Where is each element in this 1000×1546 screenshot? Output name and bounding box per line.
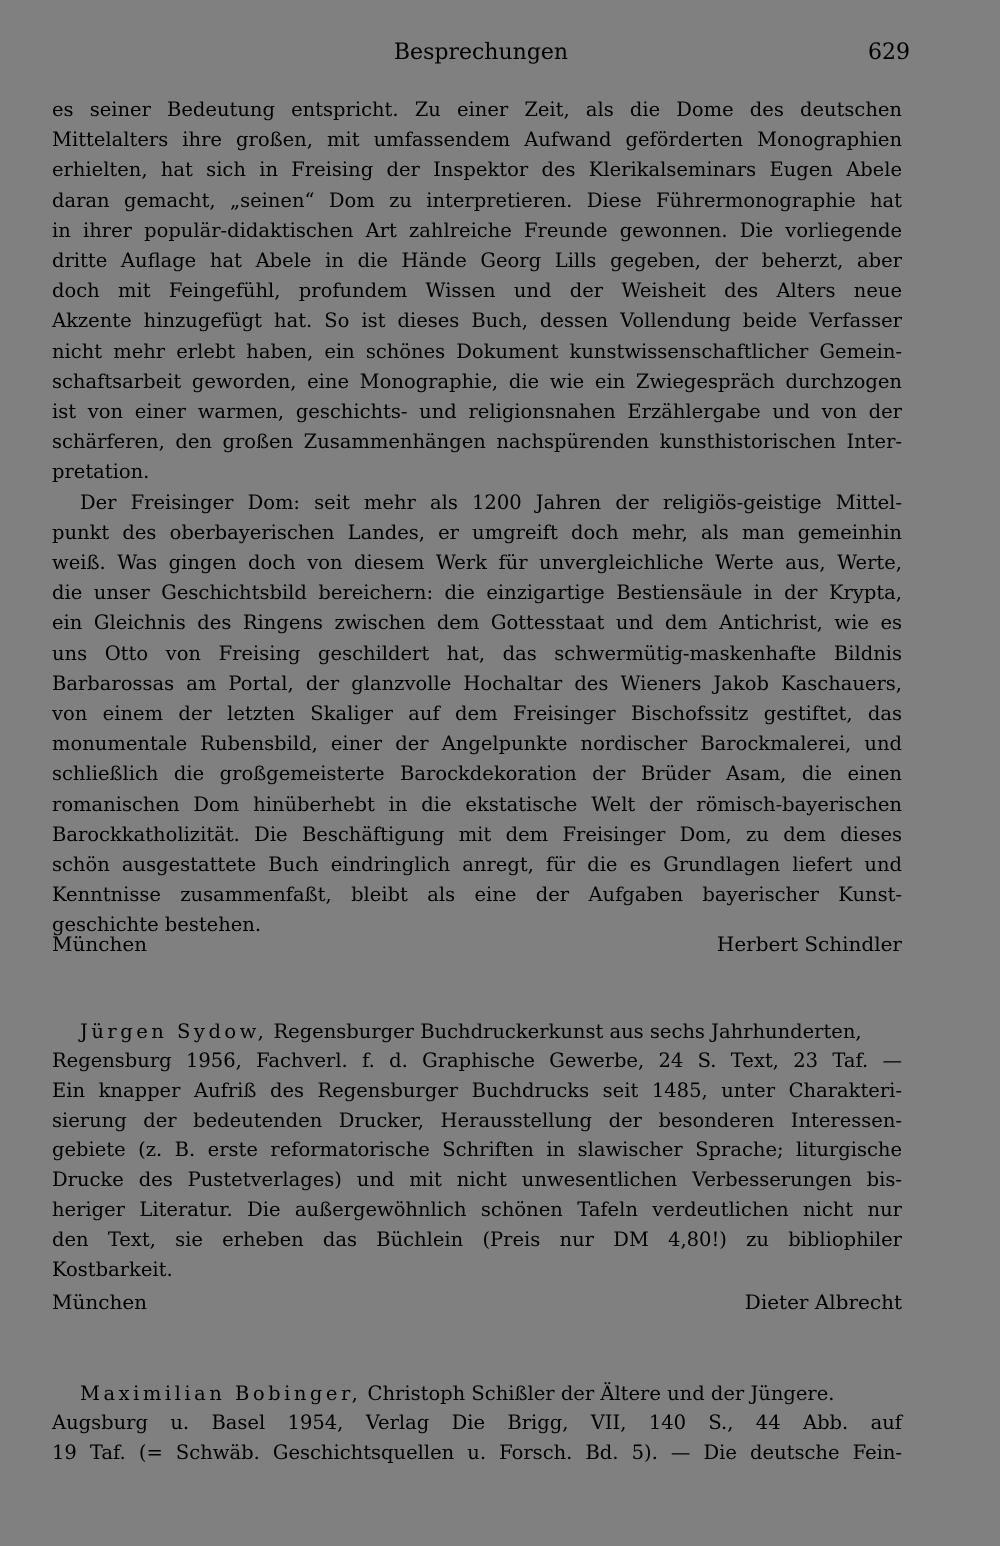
text-line: von einem der letzten Skaliger auf dem Freisinger Bischofssitz gestiftet, das	[52, 702, 902, 725]
text-line: in ihrer populär-didaktischen Art zahlreiche Freunde gewonnen. Die vorliegende	[52, 218, 902, 242]
text-line: schaftsarbeit geworden, eine Monographie, die wie ein Zwiegespräch durchzogen	[52, 369, 902, 393]
review-2-place: München	[52, 1290, 148, 1314]
text-line: doch mit Feingefühl, profundem Wissen und der Weisheit des Alters neue	[52, 279, 902, 303]
text-line: Kenntnisse zusammenfaßt, bleibt als eine der Aufgaben bayerischer Kunst-	[52, 883, 902, 907]
text-line: geschichte bestehen.	[52, 913, 262, 937]
text-line: Barockkatholizität. Die Beschäftigung mit dem Freisinger Dom, zu dem dieses	[52, 822, 902, 846]
text-line: den Text, sie erheben das Büchlein (Preis nur DM 4,80!) zu bibliophiler	[52, 1227, 902, 1251]
text-line: Drucke des Pustetverlages) und mit nicht unwesentlichen Verbesserungen bis-	[52, 1168, 902, 1192]
text-line: die unser Geschichtsbild bereichern: die einzigartige Bestiensäule in der Krypta,	[52, 581, 902, 605]
text-line: ist von einer warmen, geschichts- und religionsnahen Erzählergabe und von der	[52, 400, 902, 423]
text-line: weiß. Was gingen doch von diesem Werk für unvergleichliche Werte aus, Werte,	[52, 551, 902, 574]
text-line: Mittelalters ihre großen, mit umfassendem Aufwand geförderten Monographien	[52, 128, 902, 152]
text-line: Der Freisinger Dom: seit mehr als 1200 Jahren der religiös-geistige Mittel-	[80, 490, 902, 514]
review-3-book-author: Maximilian Bobinger,	[80, 1382, 362, 1405]
review-2-reviewer: Dieter Albrecht	[744, 1290, 902, 1314]
text-line: Augsburg u. Basel 1954, Verlag Die Brigg, VII, 140 S., 44 Abb. auf	[52, 1411, 902, 1434]
text-line: schärferen, den großen Zusammenhängen nachspürenden kunsthistorischen Inter-	[52, 430, 902, 454]
text-line: Barbarossas am Portal, der glanzvolle Hochaltar des Wieners Jakob Kaschauers,	[52, 671, 902, 695]
text-line: sierung der bedeutenden Drucker, Herausstellung der besonderen Interessen-	[52, 1108, 902, 1132]
text-line: Kostbarkeit.	[52, 1257, 173, 1281]
review-2-book-title: Regensburger Buchdruckerkunst aus sechs Jahrhunderten,	[267, 1020, 862, 1043]
text-line: erhielten, hat sich in Freising der Inspektor des Klerikalseminars Eugen Abele	[52, 158, 902, 182]
review-3-heading	[80, 1380, 834, 1408]
review-2-book-author: Jürgen Sydow,	[80, 1020, 268, 1043]
text-line: schön ausgestattete Buch eindringlich anregt, für die es Grundlagen liefert und	[52, 853, 902, 876]
review-1-reviewer: Herbert Schindler	[716, 932, 902, 956]
text-line: monumentale Rubensbild, einer der Angelpunkte nordischer Barockmalerei, und	[52, 732, 902, 756]
text-line: nicht mehr erlebt haben, ein schönes Dokument kunstwissenschaftlicher Gemein-	[52, 339, 902, 363]
text-line: heriger Literatur. Die außergewöhnlich schönen Tafeln verdeutlichen nicht nur	[52, 1198, 902, 1221]
text-line: 19 Taf. (= Schwäb. Geschichtsquellen u. Forsch. Bd. 5). — Die deutsche Fein-	[52, 1440, 902, 1464]
page-header	[52, 40, 910, 70]
page-number: 629	[868, 40, 910, 65]
text-line: ein Gleichnis des Ringens zwischen dem Gottesstaat und dem Antichrist, wie es	[52, 611, 902, 635]
running-title: Besprechungen	[393, 40, 569, 65]
text-line: Akzente hinzugefügt hat. So ist dieses Buch, dessen Vollendung beide Verfasser	[52, 309, 902, 333]
text-line: es seiner Bedeutung entspricht. Zu einer Zeit, als die Dome des deutschen	[52, 98, 902, 121]
review-2-heading	[80, 1018, 862, 1046]
text-line: pretation.	[52, 460, 150, 484]
text-line: Regensburg 1956, Fachverl. f. d. Graphische Gewerbe, 24 S. Text, 23 Taf. —	[52, 1049, 902, 1072]
text-line: gebiete (z. B. erste reformatorische Schriften in slawischer Sprache; liturgische	[52, 1138, 902, 1162]
text-line: punkt des oberbayerischen Landes, er umgreift doch mehr, als man gemeinhin	[52, 520, 902, 544]
text-line: schließlich die großgemeisterte Barockdekoration der Brüder Asam, die einen	[52, 762, 902, 786]
text-line: dritte Auflage hat Abele in die Hände Georg Lills gegeben, der beherzt, aber	[52, 249, 902, 272]
review-1-place: München	[52, 932, 148, 956]
text-line: romanischen Dom hinüberhebt in die ekstatische Welt der römisch-bayerischen	[52, 792, 902, 816]
text-line: Ein knapper Aufriß des Regensburger Buchdrucks seit 1485, unter Charakteri-	[52, 1078, 902, 1102]
text-line: uns Otto von Freising geschildert hat, das schwermütig-maskenhafte Bildnis	[52, 641, 902, 665]
text-line: daran gemacht, „seinen“ Dom zu interpretieren. Diese Führermonographie hat	[52, 188, 902, 212]
review-3-book-title: Christoph Schißler der Ältere und der Jüngere.	[361, 1382, 835, 1405]
